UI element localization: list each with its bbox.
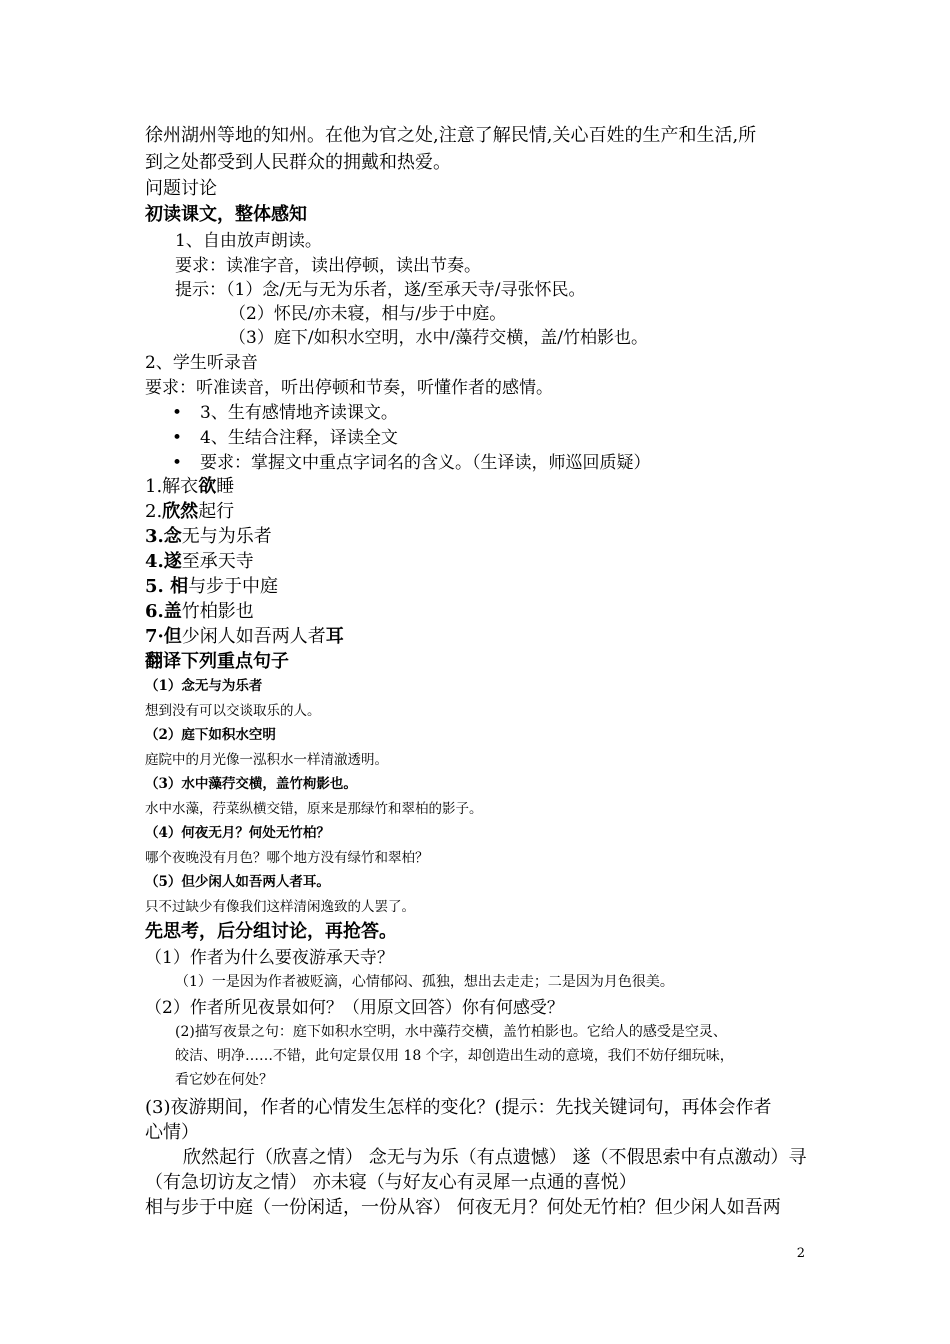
bullet-item: • 4、生结合注释，译读全文 [172,428,398,448]
discussion-question-3-line-1: (3)夜游期间，作者的心情发生怎样的变化？(提示：先找关键词句，再体会作者 [145,1097,772,1118]
mood-analysis-line-3: 相与步于中庭（一份闲适，一份从容） 何夜无月？何处无竹柏？但少闲人如吾两 [145,1197,781,1218]
translate-answer-1: 想到没有可以交谈取乐的人。 [145,703,321,719]
heading-discussion: 问题讨论 [145,178,217,199]
step-2-requirement: 要求：听准读音，听出停顿和节奏，听懂作者的感情。 [145,378,553,398]
intro-line-2: 到之处都受到人民群众的拥戴和热爱。 [145,152,451,173]
word-item-3: 3.念无与为乐者 [145,526,272,547]
discussion-answer-2-line-1: (2)描写夜景之句：庭下如积水空明，水中藻荇交横，盖竹柏影也。它给人的感受是空灵、 [175,1024,727,1040]
word-item-6: 6.盖竹柏影也 [145,601,254,622]
bullet-item: • 要求：掌握文中重点字词名的含义。（生译读，师巡回质疑） [172,453,651,473]
translate-answer-5: 只不过缺少有像我们这样清闲逸致的人罢了。 [145,899,415,915]
word-item-7: 7·但少闲人如吾两人者耳 [145,626,344,647]
discussion-answer-1: （1）一是因为作者被贬滴，心情郁闷、孤独，想出去走走；二是因为月色很美。 [175,974,674,990]
step-requirement: 要求：读准字音，读出停顿，读出节奏。 [175,256,481,276]
step-hint-2: （2）怀民/亦未寝，相与/步于中庭。 [229,304,507,324]
translate-answer-3: 水中水藻，荇菜纵横交错，原来是那绿竹和翠柏的影子。 [145,801,483,817]
step-1: 1、自由放声朗读。 [175,231,322,251]
heading-think-discuss: 先思考，后分组讨论，再抢答。 [145,921,397,942]
translate-answer-4: 哪个夜晚没有月色？哪个地方没有绿竹和翠柏？ [145,850,429,866]
step-2: 2、学生听录音 [145,353,258,373]
translate-question-1: （1）念无与为乐者 [145,678,263,694]
translate-question-4: （4）何夜无月？何处无竹柏？ [145,825,330,841]
step-hint-3: （3）庭下/如积水空明，水中/藻荇交横，盖/竹柏影也。 [229,328,648,348]
mood-analysis-line-2: （有急切访友之情） 亦未寝（与好友心有灵犀一点通的喜悦） [145,1172,637,1193]
bullet-item: • 3、生有感情地齐读课文。 [172,403,398,423]
word-item-4: 4.遂至承天寺 [145,551,254,572]
discussion-answer-2-line-2: 皎洁、明净……不错，此句定景仅用 18 个字，却创造出生动的意境，我们不妨仔细玩味， [175,1048,734,1064]
translate-answer-2: 庭院中的月光像一泓积水一样清澈透明。 [145,752,388,768]
translate-question-5: （5）但少闲人如吾两人者耳。 [145,874,330,890]
page-number: 2 [796,1246,805,1261]
discussion-answer-2-line-3: 看它妙在何处？ [175,1072,273,1088]
discussion-question-2: （2）作者所见夜景如何？（用原文回答）你有何感受？ [145,998,564,1018]
discussion-question-3-line-2: 心情） [145,1122,199,1143]
word-item-2: 2.欣然起行 [145,501,235,522]
word-item-1: 1.解衣欲睡 [145,476,235,497]
translate-question-2: （2）庭下如积水空明 [145,727,276,743]
word-item-5: 5. 相与步于中庭 [145,576,279,597]
step-hint: 提示：（1）念/无与无为乐者，遂/至承天寺/寻张怀民。 [175,280,586,300]
mood-analysis-line-1: 欣然起行（欣喜之情） 念无与为乐（有点遗憾） 遂（不假思索中有点激动）寻 [183,1147,807,1168]
discussion-question-1: （1）作者为什么要夜游承天寺？ [145,948,394,968]
intro-line-1: 徐州湖州等地的知州。在他为官之处,注意了解民情,关心百姓的生产和生活,所 [145,125,757,146]
translate-question-3: （3）水中藻荇交横，盖竹枸影也。 [145,776,357,792]
heading-first-reading: 初读课文，整体感知 [145,204,307,225]
heading-translate: 翻译下列重点句子 [145,651,289,672]
